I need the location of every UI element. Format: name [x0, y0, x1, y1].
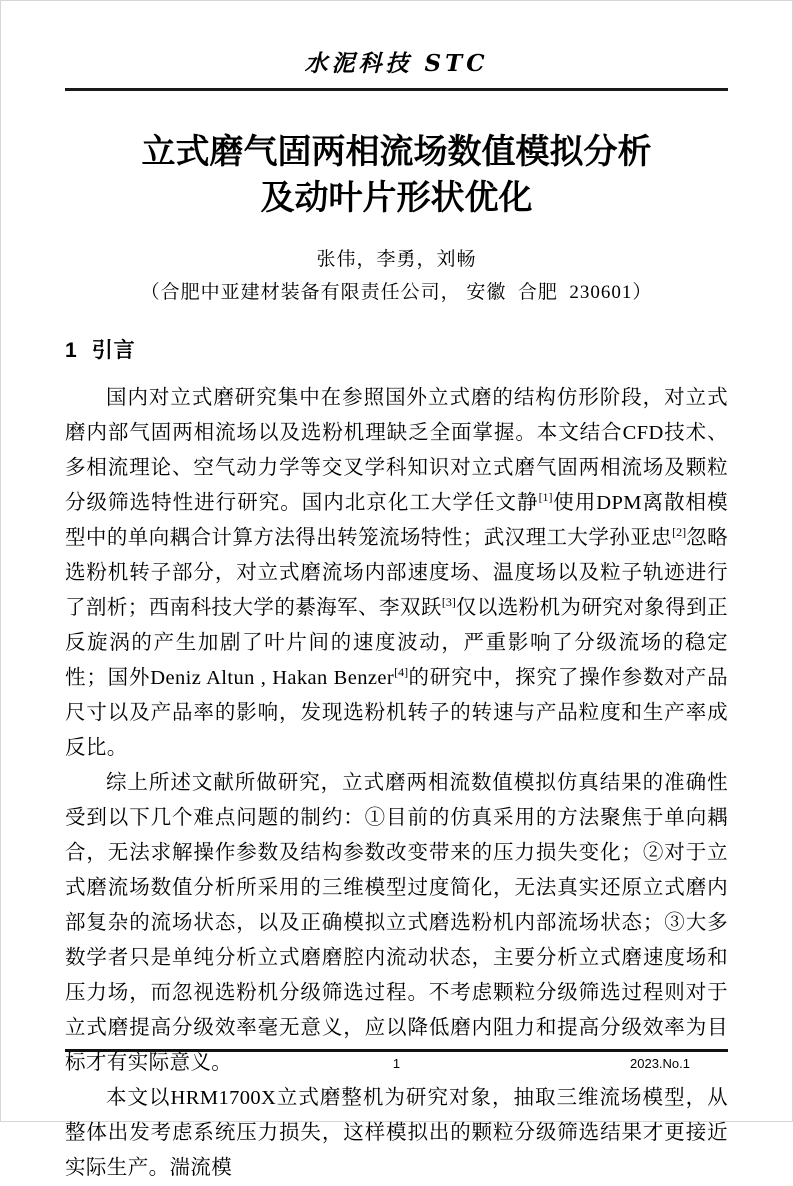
page-footer	[65, 1049, 728, 1076]
issue-label: 2023.No.1	[630, 1056, 690, 1071]
header-rule	[65, 88, 728, 91]
section-number: 1	[65, 338, 78, 362]
page-number: 1	[392, 1056, 401, 1071]
citation-ref: [1]	[538, 490, 553, 505]
paragraph	[65, 1081, 728, 1186]
citation-ref: [4]	[394, 665, 409, 680]
affiliation-line: （合肥中亚建材装备有限责任公司， 安徽 合肥 230601）	[140, 281, 653, 303]
article-title-line2: 及动叶片形状优化	[260, 179, 533, 217]
paragraph-text: 国内对立式磨研究集中在参照国外立式磨的结构仿形阶段，对立式磨内部气固两相流场以及选粉机理缺乏全面掌握。本文结合CFD技术、多相流理论、空气动力学等交叉学科知识对立式磨气固两相流场及颗粒分级筛选特性进行研究。国内北京化工大学任文静	[65, 387, 728, 515]
paragraph-text: 忽略选粉机转子部分，对立式磨流场内部速度场、温度场以及粒子轨迹进行了剖析；西南科技大学的綦海军、李双跃	[65, 527, 728, 620]
page-header	[1, 1, 792, 91]
paragraph	[65, 381, 728, 766]
paragraph-text: 使用DPM离散相模型中的单向耦合计算方法得出转笼流场特性；武汉理工大学孙亚忠	[65, 492, 728, 550]
article-title-line1: 立式磨气固两相流场数值模拟分析	[141, 133, 652, 171]
footer-row	[65, 1056, 728, 1076]
journal-name: 水泥科技 STC	[304, 50, 489, 77]
paragraph-text: 的研究中，探究了操作参数对产品尺寸以及产品率的影响，发现选粉机转子的转速与产品粒度和生产率成反比。	[65, 667, 729, 760]
paragraph	[65, 766, 728, 1081]
paragraph-text: 综上所述文献所做研究，立式磨两相流数值模拟仿真结果的准确性受到以下几个难点问题的制约：①目前的仿真采用的方法聚焦于单向耦合，无法求解操作参数及结构参数改变带来的压力损失变化；②对于立式磨流场数值分析所采用的三维模型过度简化，无法真实还原立式磨内部复杂的流场状态，以及正确模拟立式磨选粉机内部流场状态；③大多数学者只是单纯分析立式磨磨腔内流动状态，主要分析立式磨速度场和压力场，而忽视选粉机分级筛选过程。不考虑颗粒分级筛选过程则对于立式磨提高分级效率毫无意义，应以降低磨内阻力和提高分级效率为目标才有实际意义。	[65, 772, 728, 1075]
article-content	[65, 129, 728, 1186]
section-heading	[65, 334, 728, 364]
footer-rule	[65, 1049, 728, 1052]
paragraph-text: 本文以HRM1700X立式磨整机为研究对象，抽取三维流场模型，从整体出发考虑系统压力损失，这样模拟出的颗粒分级筛选结果才更接近实际生产。湍流模	[65, 1087, 728, 1180]
authors-line: 张伟，李勇，刘畅	[316, 248, 477, 270]
section-title: 引言	[91, 338, 136, 362]
paragraph-text: 仅以选粉机为研究对象得到正反旋涡的产生加剧了叶片间的速度波动，严重影响了分级流场的稳定性；国外Deniz Altun , Hakan Benzer	[65, 597, 729, 690]
citation-ref: [2]	[672, 525, 687, 540]
citation-ref: [3]	[441, 595, 456, 610]
article-title	[65, 129, 728, 221]
